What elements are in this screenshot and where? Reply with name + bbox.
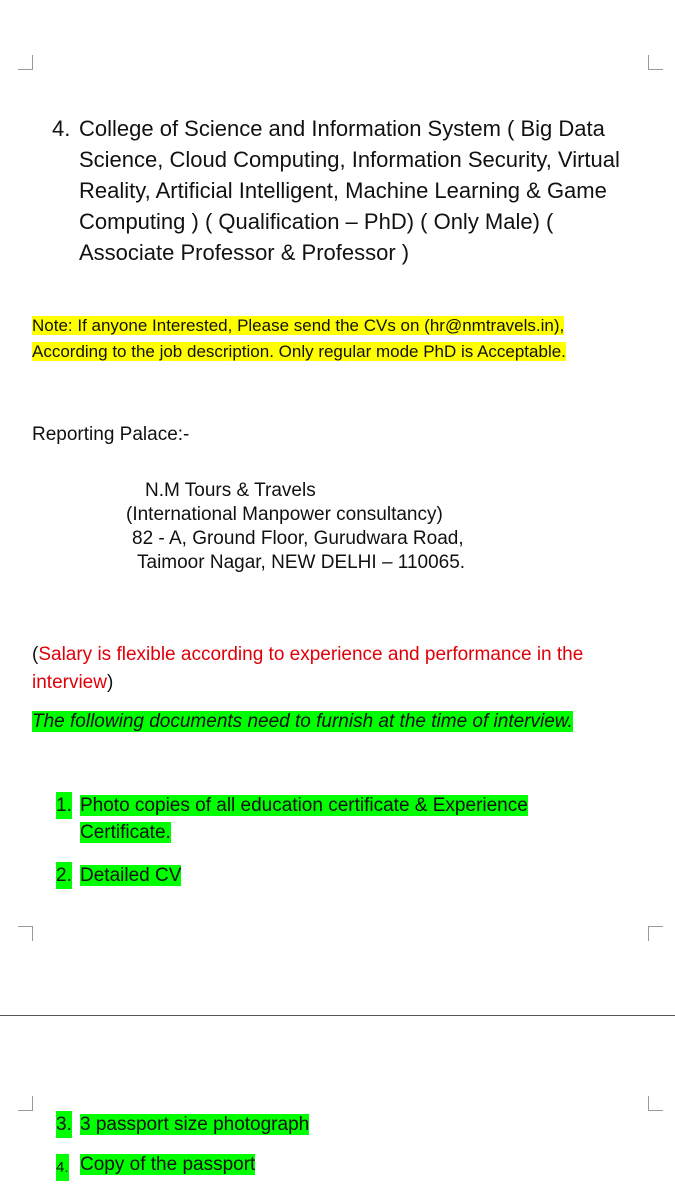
document-list-item bbox=[56, 1151, 616, 1178]
document-item-label: Detailed CV bbox=[80, 865, 182, 886]
note-text: Note: If anyone Interested, Please send the CVs on (hr@nmtravels.in), According to the job description. Only regular mode PhD is Acceptable. bbox=[32, 316, 566, 361]
crop-mark-bottom-right bbox=[648, 926, 663, 941]
note-paragraph bbox=[32, 313, 632, 365]
address-line-street: 82 - A, Ground Floor, Gurudwara Road, bbox=[132, 528, 464, 549]
page-divider bbox=[0, 1015, 675, 1016]
department-item-text: College of Science and Information System ( Big Data Science, Cloud Computing, Information Security, Virtual Reality, Artificial Intelligent, Machine Learning & Game Computing ) ( Qualification – PhD) ( Only Male) ( Associate Professor & Professor ) bbox=[79, 116, 620, 265]
crop-mark-top-right bbox=[648, 55, 663, 70]
document-item-text bbox=[80, 862, 616, 889]
document-item-number: 2. bbox=[56, 862, 72, 889]
document-item-label: 3 passport size photograph bbox=[80, 1114, 310, 1135]
document-item-number: 3. bbox=[56, 1111, 72, 1138]
reporting-label: Reporting Palace:- bbox=[32, 424, 190, 445]
document-item-number: 4. bbox=[56, 1154, 69, 1181]
crop-mark-top-left-page-2 bbox=[18, 1096, 33, 1111]
document-list-item bbox=[56, 862, 616, 889]
documents-heading-text: The following documents need to furnish at the time of interview. bbox=[32, 711, 573, 732]
document-item-text bbox=[80, 1111, 616, 1138]
department-list-item bbox=[52, 113, 652, 268]
document-item-number: 1. bbox=[56, 792, 72, 819]
document-list-item bbox=[56, 1111, 616, 1138]
crop-mark-bottom-left bbox=[18, 926, 33, 941]
documents-heading bbox=[32, 707, 573, 737]
document-item-label: Photo copies of all education certificate & Experience Certificate. bbox=[80, 795, 528, 843]
department-item-number: 4. bbox=[52, 116, 71, 141]
crop-mark-top-left bbox=[18, 55, 33, 70]
salary-open-paren: ( bbox=[32, 644, 39, 665]
document-item-text bbox=[80, 1151, 616, 1178]
address-line-city: Taimoor Nagar, NEW DELHI – 110065. bbox=[137, 552, 466, 573]
address-line-description: (International Manpower consultancy) bbox=[126, 504, 443, 525]
document-list-item bbox=[56, 792, 616, 846]
salary-close-paren: ) bbox=[106, 672, 114, 693]
document-item-text bbox=[80, 792, 616, 846]
crop-mark-top-right-page-2 bbox=[648, 1096, 663, 1111]
document-item-label: Copy of the passport bbox=[80, 1154, 256, 1175]
address-line-company: N.M Tours & Travels bbox=[145, 480, 316, 501]
salary-note bbox=[32, 641, 652, 697]
salary-text: Salary is flexible according to experience and performance in the interview bbox=[32, 644, 584, 693]
